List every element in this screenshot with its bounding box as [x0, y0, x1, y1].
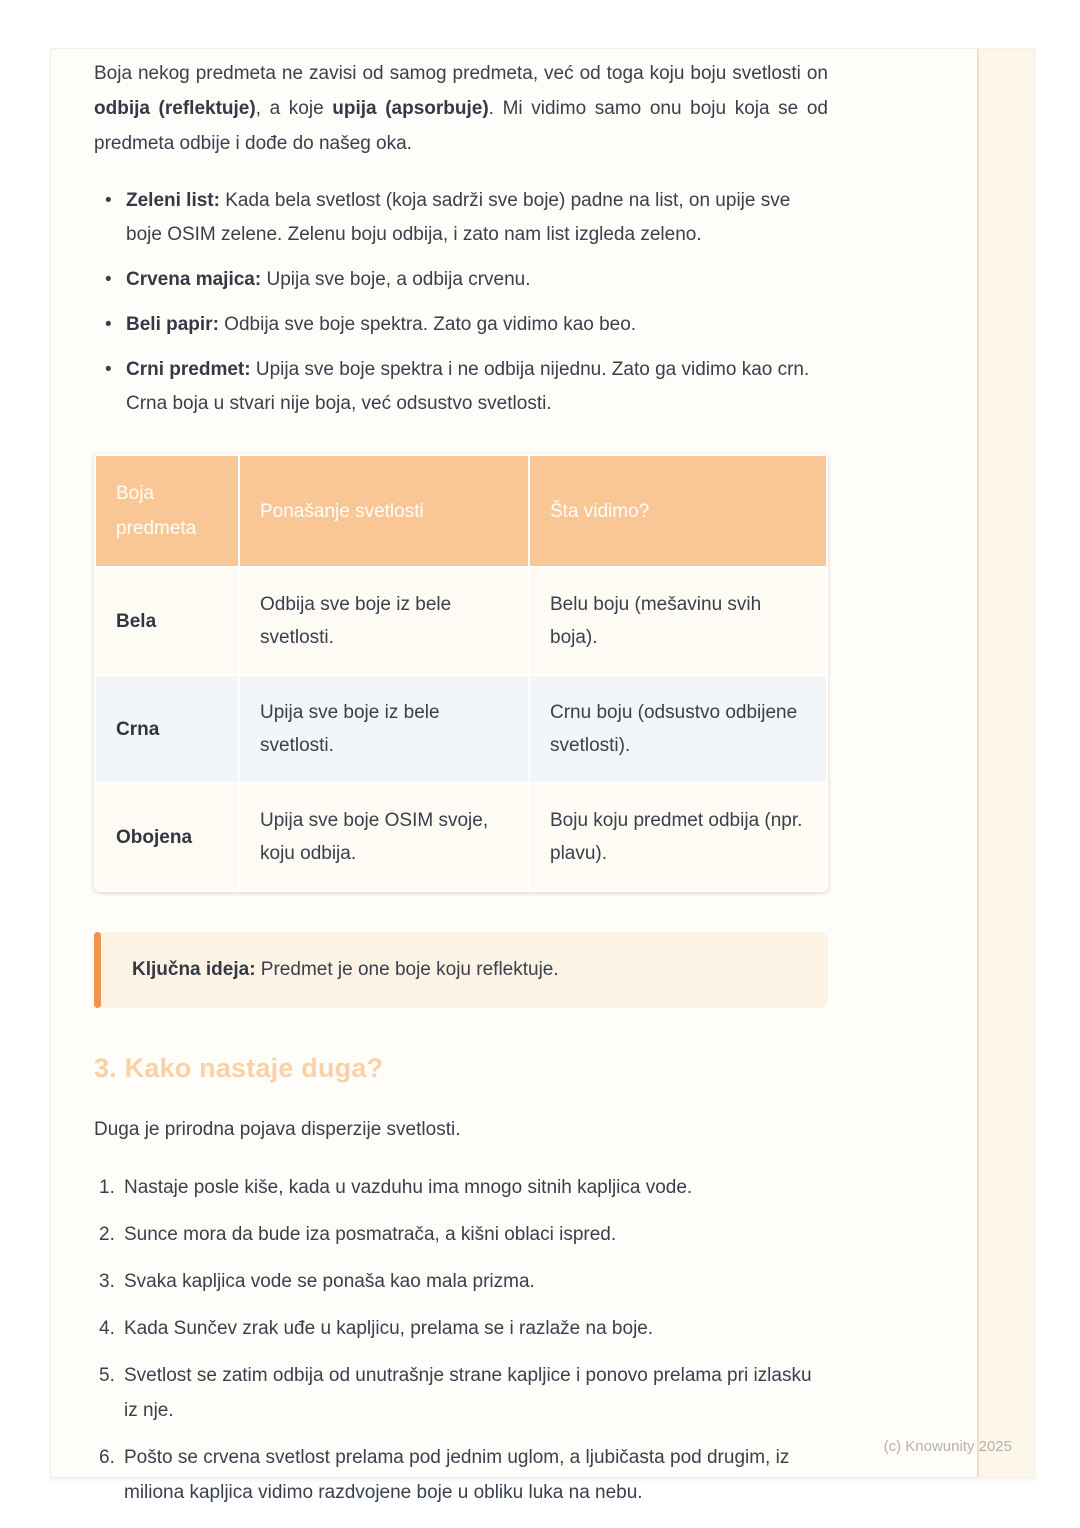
table-row	[96, 568, 826, 674]
table-cell-behavior: Odbija sve boje iz bele svetlosti.	[240, 568, 528, 674]
table-cell-behavior: Upija sve boje iz bele svetlosti.	[240, 676, 528, 782]
step-text: Svetlost se zatim odbija od unutrašnje strane kapljice i ponovo prelama pri izlasku iz nje.	[124, 1365, 812, 1421]
table-row	[96, 784, 826, 890]
table-cell-see: Crnu boju (odsustvo odbijene svetlosti).	[530, 676, 826, 782]
intro-text: . Mi vidimo samo onu boju koja se od predmeta odbije i dođe do našeg oka.	[94, 98, 828, 154]
step-text: Nastaje posle kiše, kada u vazduhu ima mnogo sitnih kapljica vode.	[124, 1177, 693, 1198]
list-item	[94, 1440, 828, 1510]
section-heading-duga: 3. Kako nastaje duga?	[94, 1053, 384, 1083]
step-text: Pošto se crvena svetlost prelama pod jednim uglom, a ljubičasta pod drugim, iz miliona kapljica vidimo razdvojene boje u obliku luka na nebu.	[124, 1447, 790, 1503]
step-number: 5.	[99, 1365, 115, 1386]
bullet-item-text	[126, 184, 828, 252]
intro-text: , a koje	[255, 98, 333, 119]
step-text: Sunce mora da bude iza posmatrača, a kišni oblaci ispred.	[124, 1224, 617, 1245]
bullet-icon: •	[105, 359, 112, 380]
list-item	[94, 1311, 828, 1346]
step-text: Kada Sunčev zrak uđe u kapljicu, prelama se i razlaže na boje.	[124, 1318, 654, 1339]
page-edge-strip	[977, 49, 1034, 1477]
document-page	[50, 48, 1035, 1503]
callout-label: Ključna ideja:	[132, 959, 256, 980]
bullet-label: Zeleni list:	[126, 190, 220, 211]
key-idea-callout	[94, 932, 828, 1008]
step-number: 1.	[99, 1177, 115, 1198]
bullet-body: Kada bela svetlost (koja sadrži sve boje) padne na list, on upije sve boje OSIM zelene. Zelenu boju odbija, i zato nam list izgleda zeleno.	[126, 190, 791, 245]
callout-text: Predmet je one boje koju reflektuje.	[255, 959, 559, 980]
bullet-body: Upija sve boje, a odbija crvenu.	[261, 269, 531, 290]
table-header-sta-vidimo: Šta vidimo?	[530, 456, 826, 566]
list-item	[94, 184, 828, 252]
list-item	[94, 353, 828, 421]
list-item	[94, 263, 828, 297]
list-item	[94, 1170, 828, 1205]
intro-paragraph	[94, 56, 828, 161]
list-item	[94, 1217, 828, 1252]
bullet-label: Crvena majica:	[126, 269, 262, 290]
bullet-label: Crni predmet:	[126, 359, 251, 380]
copyright-watermark: (c) Knowunity 2025	[883, 1438, 1012, 1455]
bullet-item-text	[126, 353, 828, 421]
step-number: 2.	[99, 1224, 115, 1245]
examples-bullet-list	[94, 184, 828, 421]
bullet-icon: •	[105, 269, 112, 290]
table-row	[96, 676, 826, 782]
table-cell-see: Boju koju predmet odbija (npr. plavu).	[530, 784, 826, 890]
table-header-ponasanje-svetlosti: Ponašanje svetlosti	[240, 456, 528, 566]
step-text: Svaka kapljica vode se ponaša kao mala prizma.	[124, 1271, 535, 1292]
table-cell-name: Crna	[96, 676, 238, 782]
bullet-icon: •	[105, 190, 112, 211]
bullet-icon: •	[105, 314, 112, 335]
step-number: 3.	[99, 1271, 115, 1292]
list-item	[94, 1264, 828, 1299]
rainbow-steps-list	[94, 1170, 828, 1510]
table-cell-behavior: Upija sve boje OSIM svoje, koju odbija.	[240, 784, 528, 890]
section-intro-paragraph: Duga je prirodna pojava disperzije svetlosti.	[94, 1119, 461, 1140]
step-number: 6.	[99, 1447, 115, 1468]
bullet-label: Beli papir:	[126, 314, 219, 335]
step-number: 4.	[99, 1318, 115, 1339]
table-header-boja-predmeta: Boja predmeta	[96, 456, 238, 566]
callout-accent-bar	[94, 932, 101, 1008]
page-content	[94, 49, 828, 1522]
list-item	[94, 1358, 828, 1428]
table-header-row	[96, 456, 826, 566]
table-cell-name: Bela	[96, 568, 238, 674]
bullet-item-text	[126, 308, 828, 342]
intro-bold-reflect: odbija (reflektuje)	[94, 98, 256, 119]
bullet-item-text	[126, 263, 828, 297]
bullet-body: Upija sve boje spektra i ne odbija nijednu. Zato ga vidimo kao crn. Crna boja u stvari nije boja, već odsustvo svetlosti.	[126, 359, 810, 414]
intro-text: Boja nekog predmeta ne zavisi od samog predmeta, već od toga koju boju svetlosti on	[94, 63, 828, 84]
table-cell-see: Belu boju (mešavinu svih boja).	[530, 568, 826, 674]
list-item	[94, 308, 828, 342]
table-cell-name: Obojena	[96, 784, 238, 890]
color-behavior-table	[94, 454, 828, 892]
bullet-body: Odbija sve boje spektra. Zato ga vidimo kao beo.	[218, 314, 637, 335]
intro-bold-absorb: upija (apsorbuje)	[332, 98, 489, 119]
